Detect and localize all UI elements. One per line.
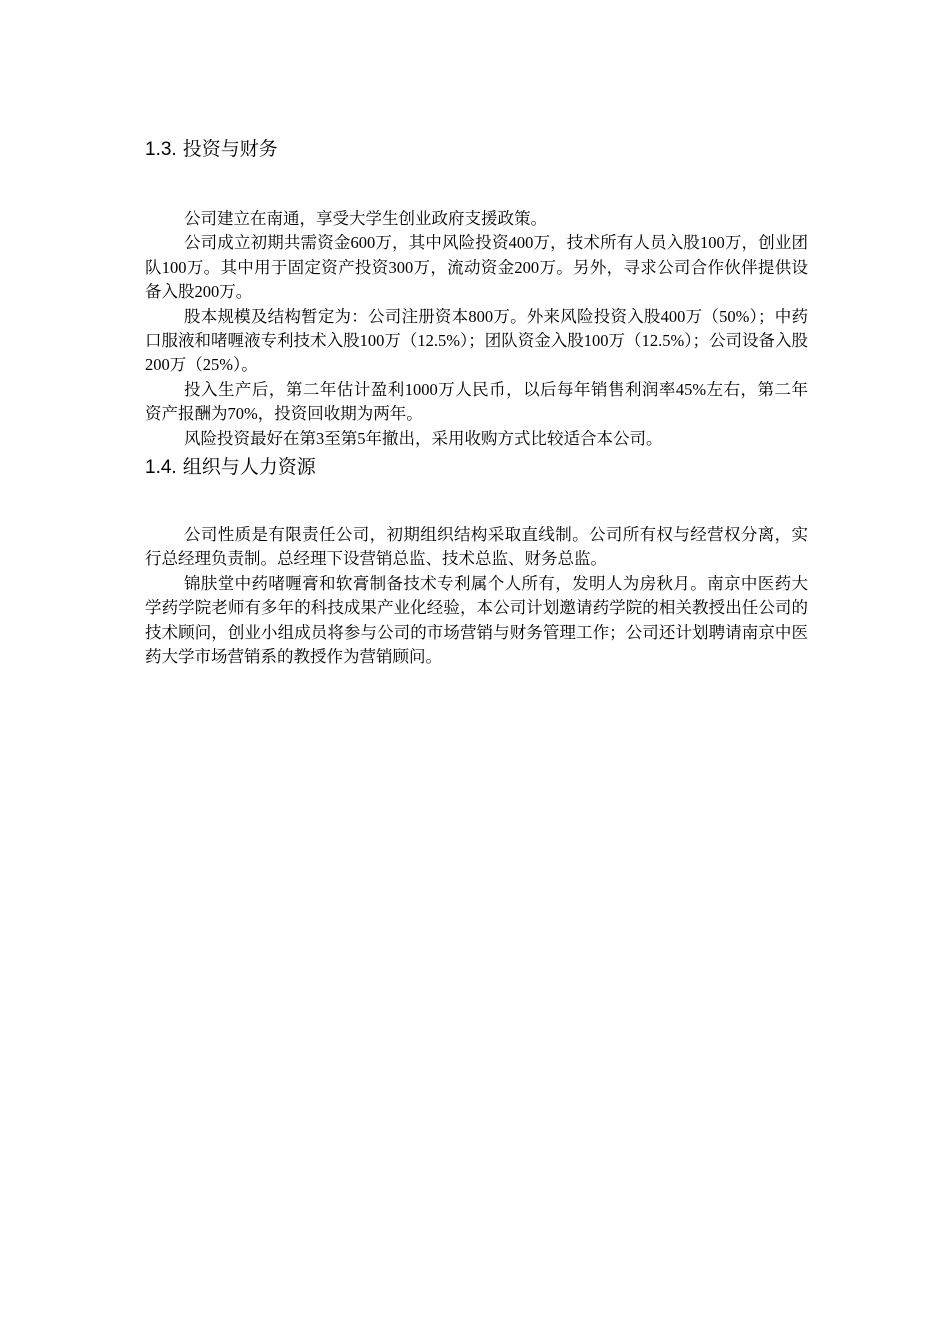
section-heading-1-4: [145, 453, 808, 483]
paragraph: 公司建立在南通，享受大学生创业政府支援政策。: [184, 209, 547, 228]
paragraph: 公司成立初期共需资金600万，其中风险投资400万，技术所有人员入股100万，创业团队100万。其中用于固定资产投资300万，流动资金200万。另外，寻求公司合作伙伴提供设备入股200万。: [145, 233, 808, 302]
paragraph: 公司性质是有限责任公司，初期组织结构采取直线制。公司所有权与经营权分离，实行总经理负责制。总经理下设营销总监、技术总监、财务总监。: [145, 525, 808, 569]
section-title: 组织与人力资源: [182, 457, 316, 479]
section-heading-1-3: [145, 135, 808, 165]
paragraph: 投入生产后，第二年估计盈利1000万人民币，以后每年销售利润率45%左右，第二年资产报酬为70%，投资回收期为两年。: [145, 379, 808, 424]
paragraph: 风险投资最好在第3至第5年撤出，采用收购方式比较适合本公司。: [184, 428, 663, 448]
paragraph: 股本规模及结构暂定为：公司注册资本800万。外来风险投资入股400万（50%）；中药口服液和啫喱液专利技术入股100万（12.5%）；团队资金入股100万（12.5%）；公司设备入股200万（25%）。: [145, 306, 808, 375]
page-content: [145, 135, 808, 670]
section-number: 1.4.: [145, 457, 177, 479]
section-number: 1.3.: [145, 139, 177, 160]
paragraph: 锦肤堂中药啫喱膏和软膏制备技术专利属个人所有，发明人为房秋月。南京中医药大学药学院老师有多年的科技成果产业化经验，本公司计划邀请药学院的相关教授出任公司的技术顾问，创业小组成员将参与公司的市场营销与财务管理工作；公司还计划聘请南京中医药大学市场营销系的教授作为营销顾问。: [145, 573, 808, 667]
section-title: 投资与财务: [182, 139, 278, 160]
